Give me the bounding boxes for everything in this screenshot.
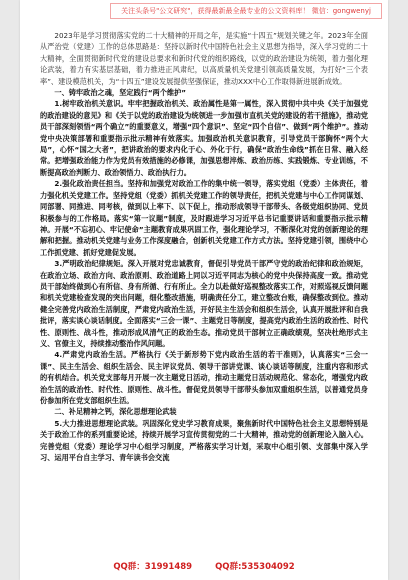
qq-group-2: QQ群:535304092	[215, 562, 295, 572]
section-heading: 二、补足精神之钙，深化思想理论武装	[54, 407, 177, 417]
subsection-paragraph: 3.严明政治纪律规矩。深入开展对党忠诚教育，督促引导党员干部严守党的政治纪律和政治规矩，在政治立场、政治方向、政治原则、政治道路上同以习近平同志为核心的党中央保持高度一致。推动党员干部始终做到心有所信、身有所循、行有所止。全力以赴做好巡视整改落实工作，对照巡视反馈问题和机关党建检查发现的突出问题，细化整改措施，明确责任分工，建立整改台账，确保整改到位。推动健全完善党内政治生活制度，严肃党内政治生活，开好民主生活会和组织生活会，认真开展批评和自我批评，落实谈心谈话制度。全面落实“三会一课”、主题党日等制度，提高党内政治生活的政治性、时代性、原则性、战斗性，推动形成风清气正的政治生态。推动党员干部树立正确政绩观，坚决杜绝形式主义、官僚主义，持续推动整治作风问题。	[40, 259, 368, 348]
section-heading: 一、铸牢政治之魂，坚定践行“两个维护”	[54, 88, 187, 98]
subsection-paragraph: 5.大力推进思想理论武装。巩固深化党史学习教育成果，聚焦新时代中国特色社会主义思想特别是关于政治工作的系列重要论述，持续开展学习宣传贯彻党的二十大精神，推动党的创新理论入脑入心。完善党组（党委）理论学习中心组学习制度，严格落实学习计划，采取中心组引领、支部集中深入学习、运用平台自主学习、青年读书会交流	[40, 418, 368, 463]
subsection-paragraph: 1.树牢政治机关意识。牢牢把握政治机关、政治属性是第一属性，深入贯彻中共中央《关于加强党的政治建设的意见》和《关于以党的政治建设为统领进一步加强市直机关党的建设的若干措施》，推动党员干部深刻领悟“两个确立”的重要意义，增强“四个意识”、坚定“四个自信”、做到“两个维护”。推动党中央决策部署和重要指示批示精神有效落实。加强政治机关意识教育，引导党员干部胸怀“两个大局”，心怀“国之大者”，把讲政治的要求内化于心、外化于行，确保“政治生命线”抓在日常、融入经常。把增强政治能力作为党员有效措施的必修课，加强思想淬炼、政治历练、实践锻炼、专业训练，不断提高政治判断力、政治领悟力、政治执行力。	[40, 99, 368, 177]
document-body	[40, 30, 368, 463]
contact-footer	[20, 560, 388, 572]
qq-group-1: QQ群：31991489	[113, 562, 193, 572]
body-paragraph: 2023年是学习贯彻落实党的二十大精神的开局之年，是实施“十四五”规划关键之年。2023年全面从严治党（党建）工作的总体思路是：坚持以新时代中国特色社会主义思想为指导，深入学习党的二十大精神，全面贯彻新时代党的建设总要求和新时代党的组织路线，以党的政治建设为统领，着力强化理论武装，着力有实基层基础，着力推进正风肃纪，以高质量机关党建引领高质量发展，为打好“三个表率”、建设模范机关，为“十四五”建设发展提供坚强保证，推动XXX中心工作取得新进展新成效。	[40, 31, 368, 86]
subsection-paragraph: 4.严肃党内政治生活。严格执行《关于新形势下党内政治生活的若干准则》，认真落实“三会一课”、民主生活会、组织生活会、民主评议党员、领导干部讲党课、谈心谈话等制度，注重内容和形式的有机结合。机关党支部每月开展一次主题党日活动，推动主题党日活动规范化、常态化，增强党内政治生活的政治性、时代性、原则性、战斗性。督促党员领导干部带头参加双重组织生活，以普通党员身份参加所在党支部组织生活。	[40, 350, 368, 405]
document-page	[20, 0, 388, 580]
promo-banner: 关注头条号"公文研究"，获得最新最全最专业的公文资料库！ 微信：gongwenyj	[110, 3, 382, 19]
subsection-paragraph: 2.强化政治责任担当。坚持和加强党对政治工作的集中统一领导，落实党组（党委）主体责任，着力强化机关党建工作。坚持党组（党委）抓机关党建工作的领导责任，把机关党建与中心工作同谋划、同部署、同推进、同考核，做到以上率下、以下促上，推动形成领导干部带头、各级党组织协同、党员积极参与的工作格局。落实“第一议题”制度，及时跟进学习习近平总书记重要讲话和重要指示批示精神。开展“不忘初心、牢记使命”主题教育成果巩固工作，强化理论学习，不断深化对党的创新理论的理解和把握。推动机关党建与业务工作深度融合，创新机关党建工作方式方法。坚持党建引领，围绕中心工作抓党建、抓好党建促发展。	[40, 179, 368, 257]
